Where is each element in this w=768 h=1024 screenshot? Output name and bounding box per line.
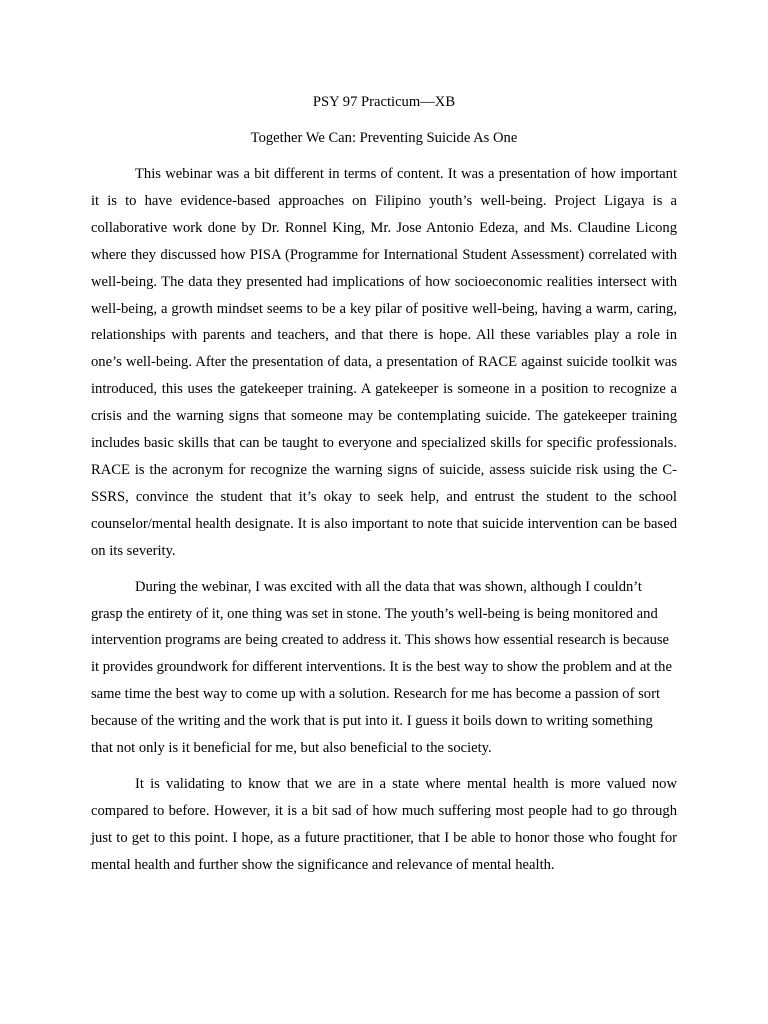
paragraph-1: This webinar was a bit different in terms of content. It was a presentation of how important it is to have evidence-based approaches on Filipino youth’s well-being. Project Ligaya is a collaborative work done by Dr. Ronnel King, Mr. Jose Antonio Edeza, and Ms. Claudine Licong where they discussed how PISA (Programme for International Student Assessment) correlated with well-being. The data they presented had implications of how socioeconomic realities intersect with well-being, a growth mindset seems to be a key pilar of positive well-being, having a warm, caring, relationships with parents and teachers, and that there is hope. All these variables play a role in one’s well-being. After the presentation of data, a presentation of RACE against suicide toolkit was introduced, this uses the gatekeeper training. A gatekeeper is someone in a position to recognize a crisis and the warning signs that someone may be contemplating suicide. The gatekeeper training includes basic skills that can be taught to everyone and specialized skills for specific professionals. RACE is the acronym for recognize the warning signs of suicide, assess suicide risk using the C-SSRS, convince the student that it’s okay to seek help, and entrust the student to the school counselor/mental health designate. It is also important to note that suicide intervention can be based on its severity. xyxy=(91,166,677,559)
course-heading: PSY 97 Practicum—XB xyxy=(312,94,456,110)
paragraph-3: It is validating to know that we are in a state where mental health is more valued now compared to before. However, it is a bit sad of how much suffering most people had to go through just to get to this point. I hope, as a future practitioner, that I be able to honor those who fought for mental health and further show the significance and relevance of mental health. xyxy=(91,775,677,873)
essay-title: Together We Can: Preventing Suicide As One xyxy=(250,130,518,146)
essay-body xyxy=(91,161,677,879)
paragraph-2: During the webinar, I was excited with all the data that was shown, although I couldn’t grasp the entirety of it, one thing was set in stone. The youth’s well-being is being monitored and intervention programs are being created to address it. This shows how essential research is because it provides groundwork for different interventions. It is the best way to show the problem and at the same time the best way to come up with a solution. Research for me has become a passion of sort because of the writing and the work that is put into it. I guess it boils down to writing something that not only is it beneficial for me, but also beneficial to the society. xyxy=(91,578,672,757)
